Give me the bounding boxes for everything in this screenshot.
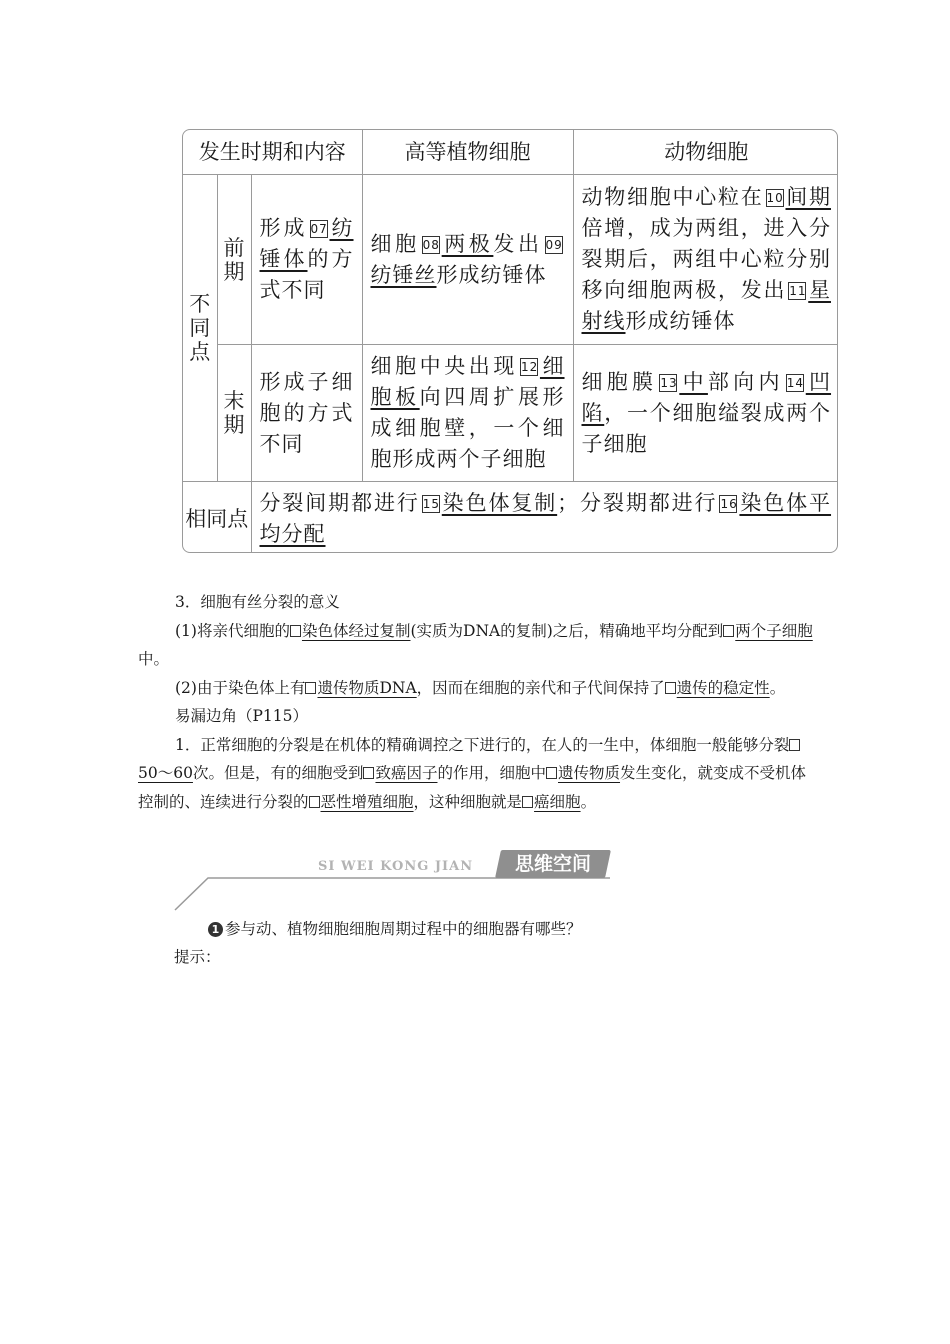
comparison-table-frame (182, 129, 838, 553)
question-text: 参与动、植物细胞细胞周期过程中的细胞器有哪些？ (225, 920, 582, 938)
blank-number-box: 09 (545, 237, 563, 252)
hint-label: 提示： (174, 948, 221, 966)
blank-number-box: 15 (422, 497, 441, 511)
blank-number-box: 10 (766, 191, 784, 205)
question (208, 915, 582, 943)
blank-number-box: 14 (786, 375, 805, 390)
blank-box (290, 625, 301, 637)
blank-number-box: 12 (520, 360, 539, 374)
same-label: 相同点 (183, 482, 251, 554)
header-plant: 高等植物细胞 (362, 130, 573, 175)
telophase-plant-cell: 细胞中央出现 12细胞板向四周扩展形成细胞壁，一个细胞形成两个子细胞 (362, 345, 573, 482)
blank-box (305, 682, 316, 694)
blank-number-box: 16 (720, 497, 738, 511)
section-banner (170, 848, 620, 918)
banner-pinyin: SI WEI KONG JIAN (318, 859, 474, 874)
blank-number-box: 11 (789, 284, 807, 298)
question-number-icon: 1 (208, 922, 223, 937)
blank-number-box: 13 (660, 375, 678, 390)
blank-number-box: 08 (422, 237, 440, 252)
table-row-telophase (183, 345, 838, 482)
body-text (138, 588, 818, 816)
paragraph-1: (1)将亲代细胞的 染色体经过复制(实质为DNA的复制)之后，精确地平均分配到 两个子细胞中。 (138, 621, 813, 668)
table-header-row (183, 130, 838, 175)
header-animal: 动物细胞 (573, 130, 838, 175)
prophase-animal-cell: 动物细胞中心粒在 10间期倍增，成为两组，进入分裂期后，两组中心粒分别移向细胞两极，发出 11星射线形成纺锤体 (573, 175, 838, 345)
blank-number-box: 07 (310, 222, 328, 236)
blank-box (522, 796, 533, 808)
blank-box (665, 682, 676, 694)
easy-miss-paragraph-1: 1．正常细胞的分裂是在机体的精确调控之下进行的，在人的一生中，体细胞一般能够分裂50～60次。但是，有的细胞受到 致癌因子的作用，细胞中 遗传物质发生变化，就变成不受机体控制的、连续进行分裂的 恶性增殖细胞，这种细胞就是 癌细胞。 (138, 735, 807, 811)
blank-box (546, 767, 557, 779)
table-row-same (183, 482, 838, 554)
prophase-plant-cell: 细胞 08两极发出 09纺锤丝形成纺锤体 (362, 175, 573, 345)
table-row-prophase (183, 175, 838, 345)
easy-miss-title: 易漏边角（P115） (175, 707, 309, 725)
prophase-label: 前 期 (217, 175, 251, 345)
blank-box (723, 625, 734, 637)
header-period: 发生时期和内容 (183, 130, 362, 175)
telophase-label: 末 期 (217, 345, 251, 482)
section-3-title: 3．细胞有丝分裂的意义 (175, 593, 340, 611)
paragraph-2: (2)由于染色体上有 遗传物质DNA，因而在细胞的亲代和子代间保持了 遗传的稳定性。 (175, 678, 786, 697)
prophase-content-cell: 形成 07纺锤体的方式不同 (251, 175, 362, 345)
telophase-animal-cell: 细胞膜 13中部向内 14凹陷，一个细胞缢裂成两个子细胞 (573, 345, 838, 482)
blank-box (789, 739, 800, 751)
comparison-table (183, 130, 838, 553)
blank-box (309, 796, 320, 808)
diff-label: 不 同 点 (183, 175, 217, 482)
telophase-content-cell: 形成子细胞的方式不同 (251, 345, 362, 482)
banner-title: 思维空间 (495, 850, 611, 878)
same-content-cell: 分裂间期都进行 15染色体复制；分裂期都进行 16染色体平均分配 (251, 482, 838, 554)
blank-box (363, 767, 374, 779)
